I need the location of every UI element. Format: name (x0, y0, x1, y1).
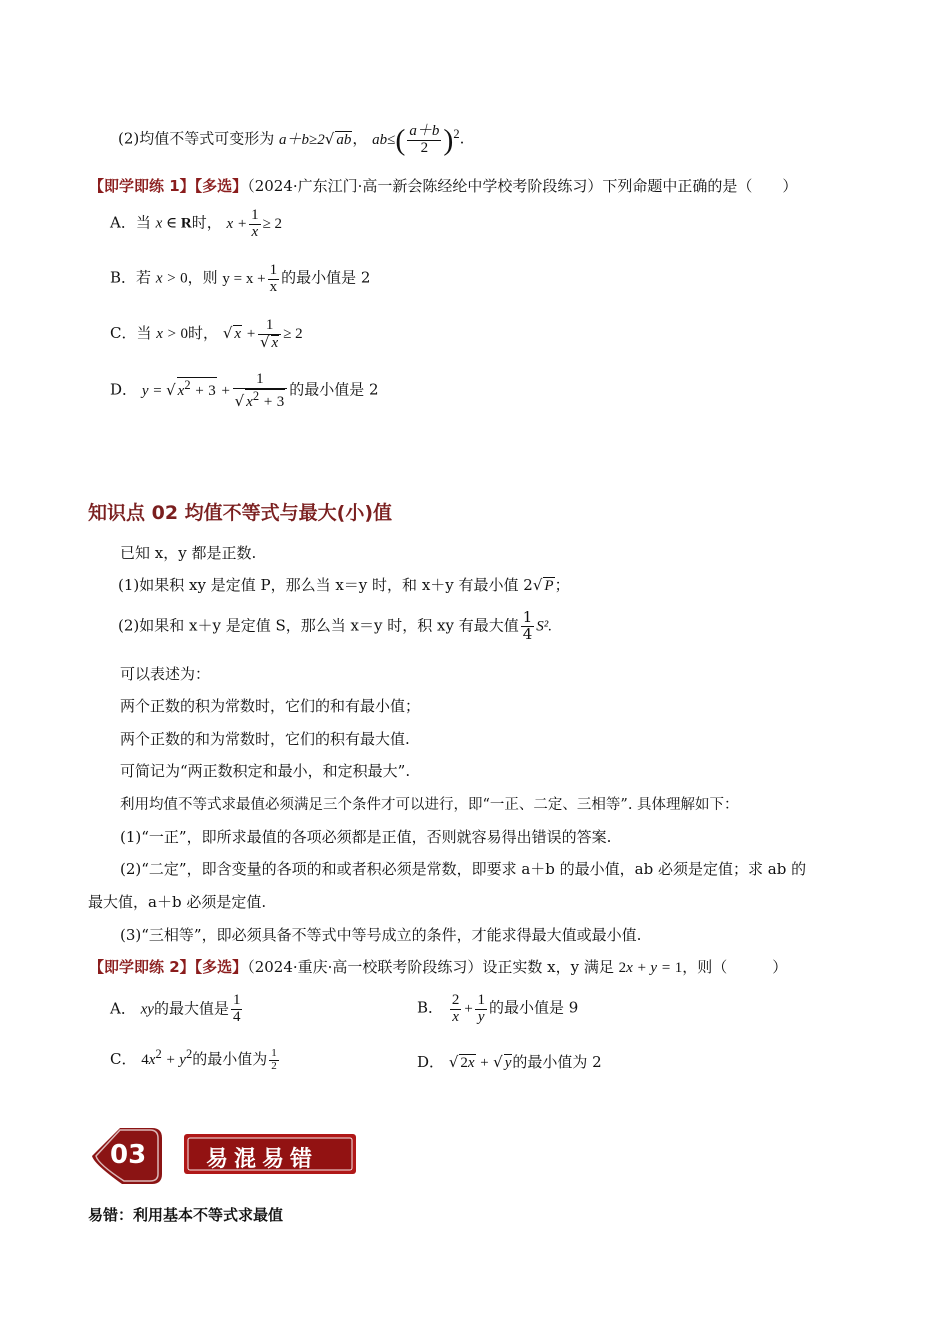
variant-prefix: (2)均值不等式可变形为 (118, 129, 275, 148)
option-a-formula: x + $\frac{1}{x}$ ≥ 2 (226, 207, 283, 240)
option-d-prefix: D． (110, 380, 138, 399)
section-p2-end: ； (554, 576, 570, 594)
section-p4: 可以表述为： (120, 665, 211, 683)
ex2-option-a-mid: 的最大值是 (153, 999, 229, 1018)
exercise-2-option-d[interactable] (417, 1051, 602, 1072)
option-b-mid: ，则 (187, 268, 218, 287)
option-b-formula: y = x + $\frac{1}{x}$ (222, 262, 278, 295)
option-c-formula: √ x + $\frac{1}{√ x}$ ≥ 2 (222, 317, 303, 351)
section-p1: 已知 x，y 都是正数. (120, 544, 257, 562)
section-p11: 最大值，a＋b 必须是定值. (88, 893, 267, 911)
option-d-formula: y = √ $x^2 + 3$ + $\frac{1}{√ x^2 + 3}$ (142, 383, 289, 399)
ex2-option-a-prefix: A． (110, 999, 136, 1018)
ex2-option-c-expr: $4x^2 + y^2$ (141, 1047, 193, 1068)
variant-end: . (459, 129, 465, 148)
section-heading: 知识点 02 均值不等式与最大(小)值 (88, 502, 393, 524)
option-b-suffix: 的最小值是 2 (281, 268, 371, 287)
exercise-2-header (89, 956, 787, 977)
section-p10: (2)“二定”，即含变量的各项的和或者积必须是常数，即要求 a＋b 的最小值，ab 必须是定值；求 ab 的 (120, 860, 807, 878)
exercise-2-option-c[interactable] (110, 1047, 281, 1072)
badge-number: 03 (110, 1140, 147, 1170)
exercise-1-option-c[interactable] (110, 318, 303, 352)
section-p12: (3)“三相等”，即必须具备不等式中等号成立的条件，才能求得最大值或最小值. (120, 926, 642, 944)
option-a-mid: 时， (191, 213, 222, 232)
exercise-2-condition: 2x + y = 1 (618, 960, 683, 976)
option-b-prefix: B．若 (110, 268, 152, 287)
exercise-1-header (89, 175, 797, 196)
section-p2-text: (1)如果积 xy 是定值 P，那么当 x＝y 时，和 x＋y 有最小值 2 (118, 576, 533, 594)
exercise-2-option-b[interactable] (417, 993, 578, 1026)
exercise-1-tag: 【即学即练 1】 (89, 177, 195, 195)
ex2-option-a-expr: xy (140, 1001, 154, 1018)
section-p3-text: (2)如果和 x＋y 是定值 S，那么当 x＝y 时，积 xy 有最大值 (118, 616, 519, 635)
variant-sep: ， (352, 129, 368, 148)
option-b-condition: x > 0 (155, 270, 188, 287)
ex2-option-a-value: $\frac{1}{4}$ (232, 992, 241, 1025)
badge-label: 易混易错 (206, 1147, 319, 1172)
exercise-2-source: （2024·重庆·高一校联考阶段练习）设正实数 x，y 满足 (247, 958, 614, 976)
exercise-1-multi-tag: 【多选】 (194, 177, 248, 195)
section-p8: 利用均值不等式求最值必须满足三个条件才可以进行，即“一正、二定、三相等”. 具体理解如下： (120, 797, 739, 813)
option-a-condition: x ∈ R (155, 215, 192, 232)
section-p5: 两个正数的积为常数时，它们的和有最小值； (120, 697, 421, 715)
option-c-prefix: C．当 (110, 324, 152, 343)
section-p3 (118, 610, 552, 643)
quarter-fraction: $\frac{1}{4}$ (522, 608, 533, 643)
variant-formula-1: a＋b≥2√ ab (279, 129, 352, 148)
ex2-option-b-suffix: 的最小值是 9 (488, 998, 579, 1017)
exercise-1-option-a[interactable] (110, 208, 282, 241)
option-a-prefix: A．当 (110, 213, 151, 232)
bottom-title: 易错：利用基本不等式求最值 (88, 1206, 284, 1224)
option-c-mid: 时， (188, 324, 219, 343)
ex2-option-c-suffix: 的最小值为 (192, 1050, 268, 1068)
section-p7: 可简记为“两正数积定和最小，和定积最大”. (120, 762, 411, 780)
exercise-2-tag: 【即学即练 2】 (89, 958, 195, 976)
exercise-1-source: （2024·广东江门·高一新会陈经纶中学校考阶段练习）下列命题中正确的是（ ） (247, 177, 798, 195)
exercise-2-option-a[interactable] (110, 993, 244, 1026)
ex2-option-b-expr: $\frac{2}{x}$ + $\frac{1}{y}$ (451, 992, 485, 1025)
ex2-option-c-value: $\frac{1}{2}$ (271, 1046, 277, 1072)
ex2-option-d-prefix: D． (417, 1053, 445, 1071)
ex2-option-b-prefix: B． (417, 998, 444, 1017)
option-d-suffix: 的最小值是 2 (289, 380, 379, 399)
mean-inequality-variant-line (118, 124, 464, 157)
section-03-badge (90, 1124, 360, 1190)
exercise-2-source-end: ，则（ ） (682, 958, 788, 976)
section-p9: (1)“一正”，即所求最值的各项必须都是正值，否则就容易得出错误的答案. (120, 828, 612, 846)
section-p3-end: S². (536, 618, 552, 635)
section-p2: (1)如果积 xy 是定值 P，那么当 x＝y 时，和 x＋y 有最小值 2√ P； (118, 576, 570, 594)
ex2-option-d-expr: √ 2x + √ y (448, 1053, 512, 1071)
section-p6: 两个正数的和为常数时，它们的积有最大值. (120, 730, 410, 748)
option-c-condition: x > 0 (156, 326, 189, 343)
exercise-1-option-b[interactable] (110, 263, 370, 296)
ex2-option-d-suffix: 的最小值为 2 (512, 1053, 602, 1071)
ex2-option-c-prefix: C． (110, 1050, 137, 1068)
variant-formula-2: ab≤( $\frac{a+b}{2}$ )$^2$ (372, 123, 460, 157)
exercise-2-multi-tag: 【多选】 (194, 958, 248, 976)
exercise-1-option-d[interactable] (110, 372, 379, 411)
